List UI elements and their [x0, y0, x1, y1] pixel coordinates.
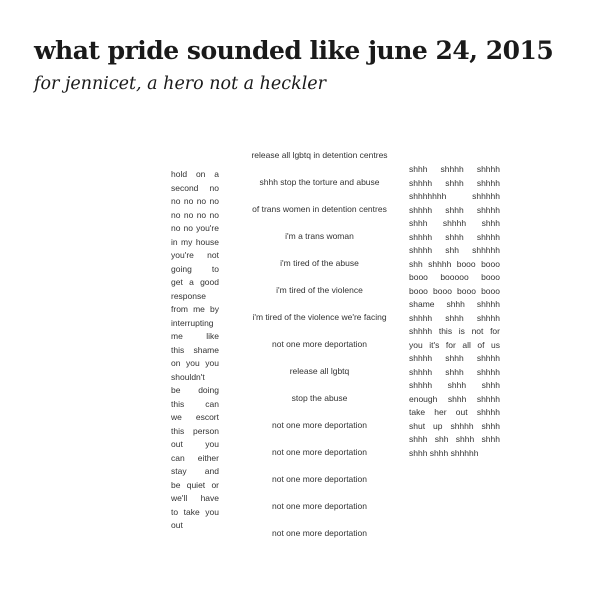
right-column-line: booo booooo booo: [409, 272, 500, 282]
middle-column-line: [236, 190, 403, 204]
right-column-line: shhhhhhh shhhhh: [409, 191, 500, 201]
poem-title: what pride sounded like june 24, 2015: [34, 36, 554, 65]
middle-column-line: [236, 379, 403, 393]
right-column-line: booo booo booo booo: [409, 285, 500, 296]
left-column-line: we'll have: [171, 493, 219, 503]
middle-column-line: [236, 406, 403, 420]
middle-column-line: i'm tired of the violence: [276, 285, 363, 295]
middle-column-line: [236, 298, 403, 312]
right-column-crowd: [409, 163, 500, 460]
middle-column-line: [236, 271, 403, 285]
right-column-line: enough shhh shhhh: [409, 393, 500, 404]
middle-column-protester: [236, 149, 403, 541]
middle-column-line: not one more deportation: [272, 474, 367, 484]
left-column-line: this can: [171, 398, 219, 409]
middle-column-line: not one more deportation: [272, 339, 367, 349]
left-column-line: no no no no: [171, 209, 219, 220]
left-column-line: shouldn't: [171, 371, 205, 382]
left-column-line: get a good: [171, 277, 219, 287]
middle-column-line: [236, 487, 403, 501]
left-column-line: on you you: [171, 358, 219, 368]
middle-column-line: [236, 163, 403, 177]
middle-column-line: [236, 433, 403, 447]
left-column-line: to take you: [171, 506, 219, 517]
middle-column-line: shhh stop the torture and abuse: [259, 177, 380, 187]
left-column-line: this person: [171, 425, 219, 436]
left-column-line: be quiet or: [171, 479, 219, 490]
left-column-line: from me by: [171, 304, 219, 314]
middle-column-line: [236, 352, 403, 366]
left-column-line: out: [171, 520, 183, 530]
middle-column-line: not one more deportation: [272, 501, 367, 511]
left-column-line: stay and: [171, 466, 219, 476]
left-column-line: can either: [171, 452, 219, 463]
right-column-line: shhhh shhh shhhh: [409, 353, 500, 363]
left-column-line: no no no no: [171, 196, 219, 206]
right-column-line: you it's for all of us: [409, 339, 500, 350]
middle-column-line: [236, 244, 403, 258]
right-column-line: shhhh shhh shhhh: [409, 204, 500, 215]
right-column-line: shhh shhh shhhhh: [409, 447, 479, 458]
right-column-line: shhhh shhh shhh: [409, 380, 500, 390]
middle-column-line: release all lgbtq in detention centres: [251, 150, 388, 160]
left-column-line: you're not: [171, 250, 219, 260]
middle-column-line: i'm tired of the abuse: [280, 258, 359, 268]
left-column-line: no no you're: [171, 223, 219, 233]
left-column-line: interrupting: [171, 317, 214, 328]
right-column-line: shhhh shhh shhhh: [409, 366, 500, 377]
right-column-line: shame shhh shhhh: [409, 299, 500, 309]
middle-column-line: not one more deportation: [272, 528, 367, 538]
left-column-line: me like: [171, 331, 219, 341]
left-column-line: be doing: [171, 385, 219, 395]
left-column-line: going to: [171, 263, 219, 274]
poem-subtitle: for jennicet, a hero not a heckler: [34, 74, 327, 94]
left-column-speaker: [171, 168, 219, 533]
right-column-line: shhhh shhh shhhh: [409, 312, 500, 323]
right-column-line: take her out shhhh: [409, 407, 500, 417]
right-column-line: shhhh shhh shhhh: [409, 177, 500, 188]
middle-column-line: i'm a trans woman: [285, 231, 354, 241]
middle-column-line: stop the abuse: [291, 393, 348, 403]
middle-column-line: [236, 514, 403, 528]
left-column-line: hold on a: [171, 169, 219, 179]
left-column-line: second no: [171, 182, 219, 193]
middle-column-line: of trans women in detention centres: [252, 204, 387, 214]
left-column-line: in my house: [171, 236, 219, 247]
right-column-line: shhh shh shhh shhh: [409, 434, 500, 444]
right-column-line: shh shhhh booo booo: [409, 258, 500, 269]
middle-column-line: [236, 325, 403, 339]
left-column-line: we escort: [171, 412, 219, 422]
right-column-line: shut up shhhh shhh: [409, 420, 500, 431]
right-column-line: shhhh this is not for: [409, 326, 500, 336]
right-column-line: shhh shhhh shhh: [409, 218, 500, 228]
middle-column-line: [236, 217, 403, 231]
middle-column-line: release all lgbtq: [289, 366, 350, 376]
middle-column-line: not one more deportation: [272, 420, 367, 430]
left-column-line: this shame: [171, 344, 219, 355]
right-column-line: shhh shhhh shhhh: [409, 164, 500, 174]
left-column-line: out you: [171, 439, 219, 449]
middle-column-line: [236, 460, 403, 474]
right-column-line: shhhh shh shhhhh: [409, 245, 500, 255]
left-column-line: response: [171, 290, 206, 301]
right-column-line: shhhh shhh shhhh: [409, 231, 500, 242]
middle-column-line: i'm tired of the violence we're facing: [252, 312, 387, 322]
middle-column-line: not one more deportation: [272, 447, 367, 457]
